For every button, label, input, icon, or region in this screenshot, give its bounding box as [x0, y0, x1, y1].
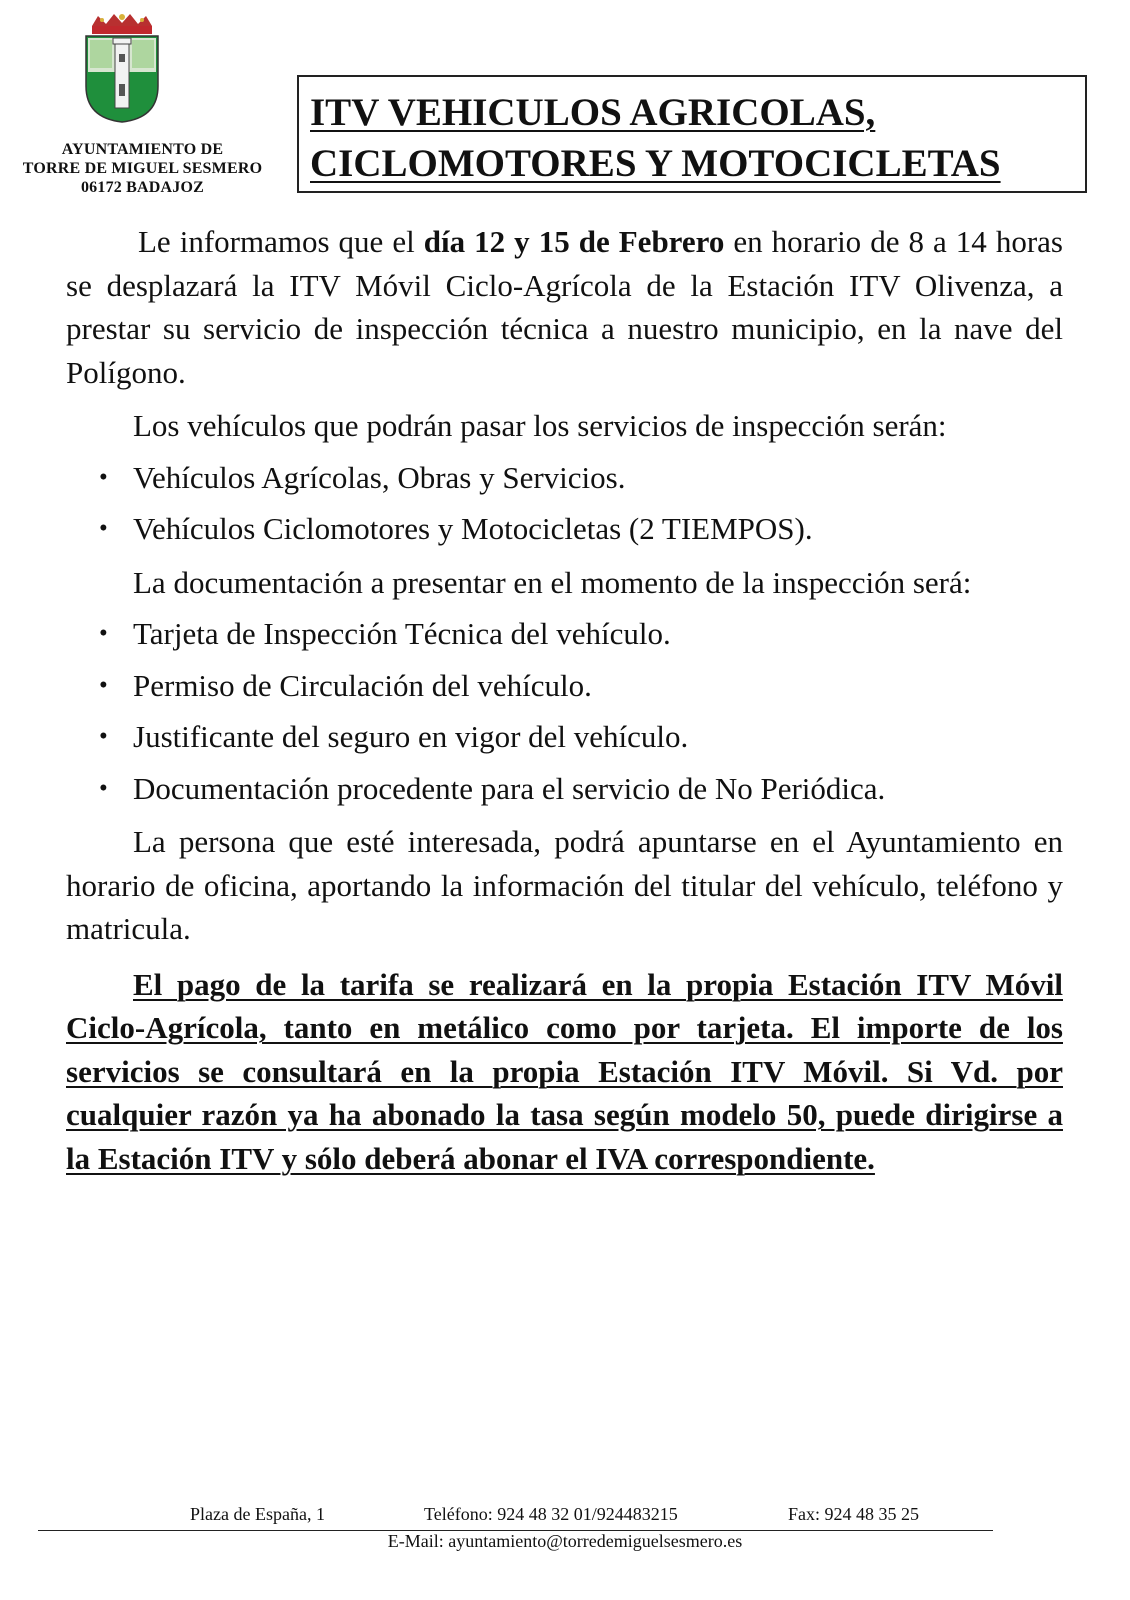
- bullet-icon: •: [99, 620, 108, 647]
- list-item: [66, 507, 1063, 551]
- bullet-icon: •: [99, 774, 108, 802]
- list-item: [66, 612, 1063, 656]
- bullet-icon: •: [99, 723, 108, 750]
- docs-intro: La documentación a presentar en el momento de la inspección será:: [133, 564, 972, 600]
- list-item-text: Tarjeta de Inspección Técnica del vehículo.: [133, 616, 671, 651]
- notice-body: [66, 220, 1063, 1180]
- intro-date: día 12 y 15 de Febrero: [423, 224, 725, 259]
- list-item: [66, 767, 1063, 811]
- footer-fax: Fax: 924 48 35 25: [788, 1504, 920, 1524]
- org-line: 06172 BADAJOZ: [80, 179, 205, 196]
- intro-text: Le informamos que el: [138, 224, 424, 259]
- title-line: CICLOMOTORES Y MOTOCICLETAS: [310, 142, 1001, 185]
- org-line: TORRE DE MIGUEL SESMERO: [22, 160, 263, 177]
- list-item: [66, 664, 1063, 708]
- vehicles-list: [66, 456, 1063, 551]
- coat-of-arms-icon: [82, 14, 162, 124]
- list-item-text: Documentación procedente para el servicio de No Periódica.: [133, 770, 886, 806]
- list-item: [66, 456, 1063, 500]
- footer-address: Plaza de España, 1: [190, 1504, 325, 1524]
- list-item-text: Vehículos Ciclomotores y Motocicletas (2 TIEMPOS).: [133, 511, 813, 546]
- bullet-icon: •: [99, 671, 108, 699]
- registration-paragraph: La persona que esté interesada, podrá apuntarse en el Ayuntamiento en horario de oficina, aportando la información del titular del vehículo, teléfono y matricula.: [66, 824, 1063, 946]
- title-box: [297, 75, 1087, 193]
- footer-email: E-Mail: ayuntamiento@torredemiguelsesmero.es: [387, 1531, 743, 1551]
- vehicles-intro: Los vehículos que podrán pasar los servicios de inspección serán:: [133, 408, 947, 443]
- list-item-text: Vehículos Agrícolas, Obras y Servicios.: [133, 459, 626, 495]
- list-item: [66, 715, 1063, 759]
- intro-text: en horario de 8 a 14 horas se desplazará la ITV Móvil Ciclo-Agrícola de la Estación ITV Olivenza, a prestar su servicio de inspección técnica a nuestro municipio, en la nave del Polígono.: [66, 224, 1063, 390]
- docs-list: [66, 612, 1063, 810]
- municipality-name: [0, 140, 285, 197]
- list-item-text: Justificante del seguro en vigor del vehículo.: [133, 719, 689, 754]
- org-line: AYUNTAMIENTO DE: [61, 141, 224, 158]
- title-line: ITV VEHICULOS AGRICOLAS,: [310, 91, 876, 134]
- footer-phone: Teléfono: 924 48 32 01/924483215: [424, 1504, 678, 1524]
- bullet-icon: •: [99, 463, 108, 491]
- list-item-text: Permiso de Circulación del vehículo.: [133, 667, 592, 703]
- intro-paragraph: [66, 220, 1063, 394]
- bullet-icon: •: [99, 515, 108, 542]
- payment-paragraph: El pago de la tarifa se realizará en la propia Estación ITV Móvil Ciclo-Agrícola, tanto en metálico como por tarjeta. El importe de los servicios se consultará en la propia Estación ITV Móvil. Si Vd. por cualquier razón ya ha abonado la tasa según modelo 50, puede dirigirse a la Estación ITV y sólo deberá abonar el IVA correspondiente.: [66, 966, 1063, 1176]
